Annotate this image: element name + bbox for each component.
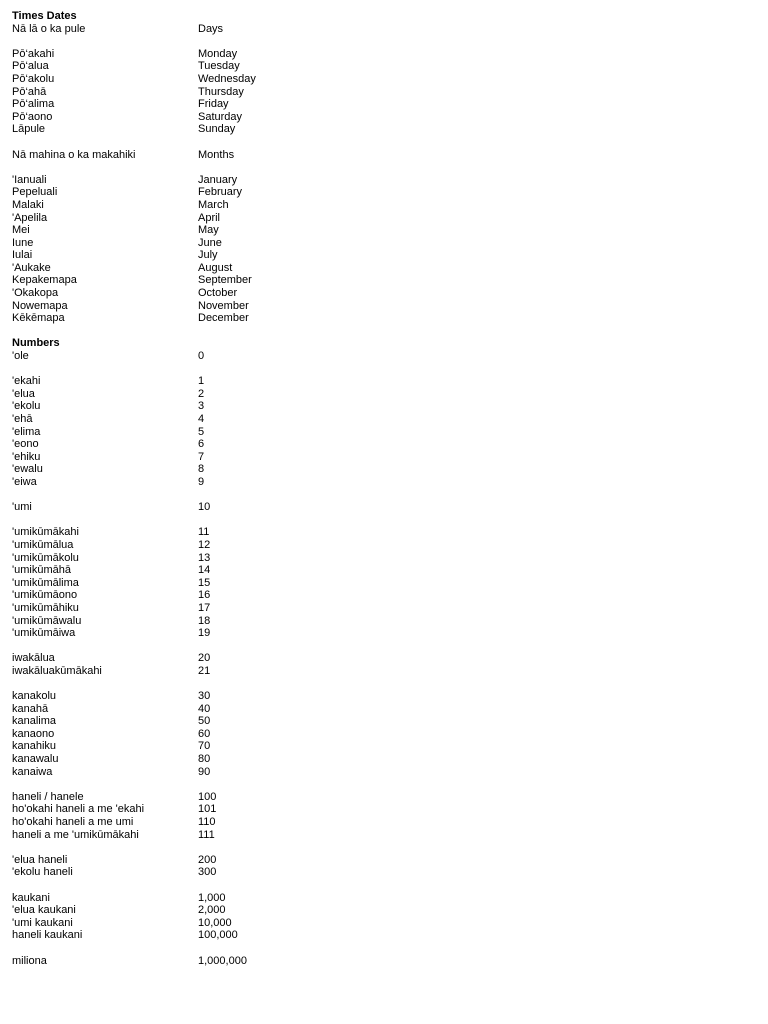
table-row xyxy=(12,552,752,565)
hawaiian-term-cell: 'umikūmākolu xyxy=(12,551,79,564)
hawaiian-term-cell: Pō‘akolu xyxy=(12,72,55,85)
hawaiian-term-cell: 'ekolu haneli xyxy=(12,866,73,879)
table-row xyxy=(12,363,752,376)
table-row xyxy=(12,86,752,99)
table-row xyxy=(12,766,752,779)
english-term-cell: November xyxy=(198,299,249,312)
english-term-cell xyxy=(198,161,398,174)
table-row xyxy=(12,816,752,829)
table-row xyxy=(12,161,752,174)
table-row xyxy=(12,652,752,665)
english-term-cell: Sunday xyxy=(198,123,236,136)
table-row xyxy=(12,803,752,816)
hawaiian-term-cell xyxy=(12,363,198,376)
hawaiian-term-cell: 'umikūmāhā xyxy=(12,564,71,577)
hawaiian-term-cell xyxy=(12,942,198,955)
english-term-cell xyxy=(198,677,398,690)
hawaiian-term-cell: kanahiku xyxy=(12,740,57,753)
table-row xyxy=(12,426,752,439)
section-heading: Times Dates xyxy=(12,10,77,22)
table-row xyxy=(12,337,752,350)
hawaiian-term-cell: 'ole xyxy=(12,350,29,363)
hawaiian-term-cell: kanaiwa xyxy=(12,765,53,778)
english-term-cell: 50 xyxy=(198,715,211,728)
table-row xyxy=(12,690,752,703)
hawaiian-term-cell xyxy=(12,161,198,174)
hawaiian-term-cell: kanaono xyxy=(12,727,55,740)
table-row xyxy=(12,514,752,527)
english-term-cell: February xyxy=(198,186,243,199)
hawaiian-term-cell: 'elua kaukani xyxy=(12,904,76,917)
english-term-cell: 30 xyxy=(198,690,211,703)
hawaiian-term-cell: Iune xyxy=(12,236,34,249)
hawaiian-term-cell: ho'okahi haneli a me 'ekahi xyxy=(12,803,145,816)
table-row xyxy=(12,111,752,124)
table-row xyxy=(12,778,752,791)
english-term-cell: 200 xyxy=(198,853,217,866)
english-term-cell: Days xyxy=(198,22,224,35)
english-term-cell: 0 xyxy=(198,350,205,363)
hawaiian-term-cell: Lāpule xyxy=(12,123,46,136)
hawaiian-term-cell xyxy=(12,841,198,854)
hawaiian-term-cell: Nā lā o ka pule xyxy=(12,22,86,35)
english-term-cell: Friday xyxy=(198,98,229,111)
hawaiian-term-cell xyxy=(12,136,198,149)
hawaiian-term-cell: ho'okahi haneli a me umi xyxy=(12,816,134,828)
english-term-cell: 13 xyxy=(198,551,211,564)
table-row xyxy=(12,174,752,187)
table-row xyxy=(12,501,752,514)
table-row xyxy=(12,841,752,854)
hawaiian-term-cell: haneli / hanele xyxy=(12,790,84,803)
english-term-cell: 21 xyxy=(198,664,211,677)
table-row xyxy=(12,854,752,867)
english-term-cell xyxy=(198,337,398,350)
hawaiian-term-cell: 'elua xyxy=(12,387,35,400)
table-row xyxy=(12,753,752,766)
table-row xyxy=(12,955,752,968)
table-row xyxy=(12,602,752,615)
english-term-cell: 60 xyxy=(198,727,211,740)
hawaiian-term-cell: 'umikūmāwalu xyxy=(12,614,82,627)
hawaiian-term-cell xyxy=(12,35,198,48)
english-term-cell: Monday xyxy=(198,47,238,60)
table-row xyxy=(12,589,752,602)
table-row xyxy=(12,640,752,653)
hawaiian-term-cell: 'ehiku xyxy=(12,450,41,463)
english-term-cell: December xyxy=(198,312,249,325)
english-term-cell: 6 xyxy=(198,438,205,451)
hawaiian-term-cell: 'Ianuali xyxy=(12,173,47,186)
english-term-cell: 7 xyxy=(198,450,205,463)
english-term-cell: 111 xyxy=(198,828,215,841)
hawaiian-term-cell: 'ehā xyxy=(12,413,33,425)
english-term-cell: Months xyxy=(198,148,235,161)
table-row xyxy=(12,904,752,917)
english-term-cell: 1 xyxy=(198,375,205,388)
hawaiian-term-cell: kanalima xyxy=(12,715,57,728)
english-term-cell: September xyxy=(198,274,252,287)
table-row xyxy=(12,728,752,741)
english-term-cell: 1,000,000 xyxy=(198,954,247,967)
english-term-cell: 1,000 xyxy=(198,891,226,904)
english-term-cell: 40 xyxy=(198,702,211,715)
hawaiian-term-cell: haneli a me 'umikūmākahi xyxy=(12,828,139,841)
hawaiian-term-cell: 'umikūmālima xyxy=(12,576,79,589)
table-row xyxy=(12,665,752,678)
table-row xyxy=(12,136,752,149)
hawaiian-term-cell: 'umi kaukani xyxy=(12,916,73,929)
table-row xyxy=(12,35,752,48)
table-row xyxy=(12,740,752,753)
hawaiian-term-cell xyxy=(12,325,198,338)
english-term-cell: 2 xyxy=(198,387,205,400)
english-term-cell xyxy=(198,35,398,48)
english-term-cell: Saturday xyxy=(198,110,243,123)
table-row xyxy=(12,186,752,199)
hawaiian-term-cell: 'eono xyxy=(12,438,39,451)
hawaiian-term-cell: 'umikūmālua xyxy=(12,538,74,551)
table-row xyxy=(12,413,752,426)
table-row xyxy=(12,325,752,338)
table-row xyxy=(12,350,752,363)
table-row xyxy=(12,23,752,36)
hawaiian-term-cell: Pō‘aono xyxy=(12,110,53,123)
table-row xyxy=(12,262,752,275)
hawaiian-term-cell xyxy=(12,640,198,653)
english-term-cell xyxy=(198,10,398,23)
table-row xyxy=(12,400,752,413)
english-term-cell xyxy=(198,841,398,854)
english-term-cell: 15 xyxy=(198,576,211,589)
table-row xyxy=(12,48,752,61)
hawaiian-term-cell: kanawalu xyxy=(12,753,59,766)
english-term-cell: August xyxy=(198,261,233,274)
hawaiian-term-cell: 'Apelila xyxy=(12,211,48,224)
english-term-cell xyxy=(198,640,398,653)
english-term-cell: April xyxy=(198,211,221,224)
table-row xyxy=(12,60,752,73)
english-term-cell xyxy=(198,489,398,502)
english-term-cell: October xyxy=(198,287,238,300)
hawaiian-term-cell: Pepeluali xyxy=(12,186,58,199)
english-term-cell: 90 xyxy=(198,765,211,778)
english-term-cell: June xyxy=(198,236,222,249)
table-row xyxy=(12,489,752,502)
table-row xyxy=(12,615,752,628)
english-term-cell xyxy=(198,879,398,892)
hawaiian-term-cell: 'Aukake xyxy=(12,261,51,274)
hawaiian-term-cell: Malaki xyxy=(12,198,44,211)
table-row xyxy=(12,677,752,690)
table-row xyxy=(12,274,752,287)
hawaiian-term-cell: 'elima xyxy=(12,425,41,438)
english-term-cell xyxy=(198,325,398,338)
hawaiian-term-cell xyxy=(12,514,198,527)
hawaiian-term-cell: 'elua haneli xyxy=(12,853,68,866)
hawaiian-term-cell: 'eiwa xyxy=(12,475,37,488)
english-term-cell xyxy=(198,778,398,791)
english-term-cell: 80 xyxy=(198,753,211,766)
table-row xyxy=(12,879,752,892)
english-term-cell: 10,000 xyxy=(198,916,232,929)
english-term-cell xyxy=(198,136,398,149)
spreadsheet-grid xyxy=(12,10,752,967)
english-term-cell: 5 xyxy=(198,425,205,438)
table-row xyxy=(12,98,752,111)
english-term-cell: 9 xyxy=(198,475,205,488)
table-row xyxy=(12,237,752,250)
hawaiian-term-cell: 'umikūmāiwa xyxy=(12,627,76,640)
hawaiian-term-cell: 'ewalu xyxy=(12,463,43,476)
english-term-cell: 100,000 xyxy=(198,929,238,942)
hawaiian-term-cell: Pō‘alima xyxy=(12,98,55,111)
english-term-cell: Thursday xyxy=(198,85,244,98)
hawaiian-term-cell: 'Okakopa xyxy=(12,287,59,300)
hawaiian-term-cell: miliona xyxy=(12,954,47,967)
table-row xyxy=(12,476,752,489)
table-row xyxy=(12,929,752,942)
table-row xyxy=(12,73,752,86)
english-term-cell: 2,000 xyxy=(198,904,226,917)
table-row xyxy=(12,829,752,842)
table-row xyxy=(12,577,752,590)
hawaiian-term-cell xyxy=(12,677,198,690)
hawaiian-term-cell: Iulai xyxy=(12,249,33,262)
table-row xyxy=(12,438,752,451)
table-row xyxy=(12,199,752,212)
hawaiian-term-cell: kanahā xyxy=(12,702,49,715)
english-term-cell: 17 xyxy=(198,601,211,614)
hawaiian-term-cell: Kēkēmapa xyxy=(12,312,65,325)
hawaiian-term-cell: 'umi xyxy=(12,501,32,514)
english-term-cell xyxy=(198,363,398,376)
english-term-cell: 12 xyxy=(198,538,211,551)
table-row xyxy=(12,892,752,905)
english-term-cell: January xyxy=(198,173,238,186)
english-term-cell: March xyxy=(198,198,229,211)
table-row xyxy=(12,539,752,552)
table-row xyxy=(12,10,752,23)
table-row xyxy=(12,300,752,313)
english-term-cell xyxy=(198,942,398,955)
hawaiian-term-cell xyxy=(12,778,198,791)
table-row xyxy=(12,451,752,464)
table-row xyxy=(12,312,752,325)
table-row xyxy=(12,249,752,262)
english-term-cell: Tuesday xyxy=(198,60,240,73)
hawaiian-term-cell: Pō‘ahā xyxy=(12,85,47,98)
english-term-cell: Wednesday xyxy=(198,72,256,85)
english-term-cell: 3 xyxy=(198,400,205,413)
hawaiian-term-cell: Kepakemapa xyxy=(12,274,77,287)
hawaiian-term-cell: 'umikūmāhiku xyxy=(12,601,79,614)
english-term-cell: 100 xyxy=(198,790,217,803)
hawaiian-term-cell: 'umikūmākahi xyxy=(12,526,79,539)
table-row xyxy=(12,224,752,237)
table-row xyxy=(12,564,752,577)
table-row xyxy=(12,375,752,388)
hawaiian-term-cell: 'ekahi xyxy=(12,375,41,388)
english-term-cell: 70 xyxy=(198,740,211,753)
table-row xyxy=(12,388,752,401)
english-term-cell: 8 xyxy=(198,463,205,476)
hawaiian-term-cell: iwakālua xyxy=(12,652,55,665)
english-term-cell: 20 xyxy=(198,652,211,665)
hawaiian-term-cell: Pō‘alua xyxy=(12,60,49,73)
english-term-cell: 19 xyxy=(198,627,211,640)
hawaiian-term-cell: iwakāluakūmākahi xyxy=(12,664,102,677)
english-term-cell: 300 xyxy=(198,866,217,879)
hawaiian-term-cell: Mei xyxy=(12,224,30,237)
table-row xyxy=(12,866,752,879)
table-row xyxy=(12,212,752,225)
hawaiian-term-cell xyxy=(12,879,198,892)
table-row xyxy=(12,287,752,300)
english-term-cell: 16 xyxy=(198,589,211,602)
hawaiian-term-cell xyxy=(12,489,198,502)
table-row xyxy=(12,715,752,728)
table-row xyxy=(12,627,752,640)
hawaiian-term-cell: haneli kaukani xyxy=(12,929,83,942)
table-row xyxy=(12,526,752,539)
english-term-cell: 10 xyxy=(198,501,211,514)
table-row xyxy=(12,149,752,162)
table-row xyxy=(12,463,752,476)
english-term-cell: 4 xyxy=(198,413,205,425)
hawaiian-term-cell: Pō‘akahi xyxy=(12,47,55,60)
hawaiian-term-cell: kaukani xyxy=(12,891,50,904)
hawaiian-term-cell: 'ekolu xyxy=(12,400,41,413)
hawaiian-term-cell: Nā mahina o ka makahiki xyxy=(12,148,136,161)
table-row xyxy=(12,791,752,804)
table-row xyxy=(12,942,752,955)
table-row xyxy=(12,123,752,136)
table-row xyxy=(12,917,752,930)
english-term-cell: May xyxy=(198,224,219,237)
hawaiian-term-cell: kanakolu xyxy=(12,690,57,703)
english-term-cell: July xyxy=(198,249,218,262)
english-term-cell: 18 xyxy=(198,614,211,627)
english-term-cell: 101 xyxy=(198,803,217,816)
table-row xyxy=(12,703,752,716)
section-heading: Numbers xyxy=(12,337,60,350)
hawaiian-term-cell: 'umikūmāono xyxy=(12,589,78,602)
hawaiian-term-cell: Nowemapa xyxy=(12,299,68,312)
english-term-cell: 110 xyxy=(198,816,216,828)
english-term-cell: 14 xyxy=(198,564,211,577)
english-term-cell: 11 xyxy=(198,526,210,539)
english-term-cell xyxy=(198,514,398,527)
